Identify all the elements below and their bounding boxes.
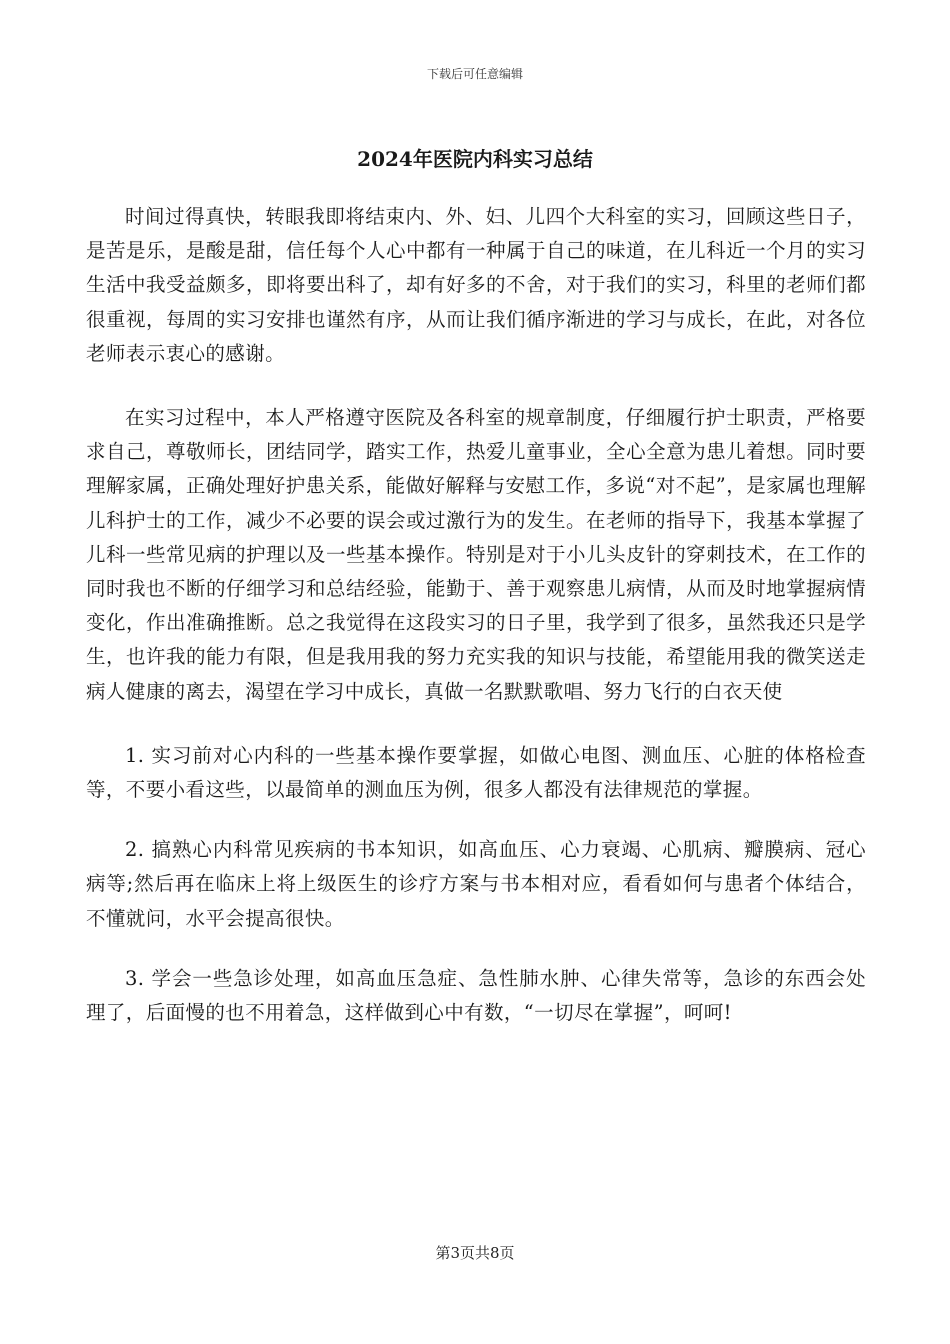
paragraph-internship-process: 在实习过程中，本人严格遵守医院及各科室的规章制度，仔细履行护士职责，严格要求自己，尊敬师长，团结同学，踏实工作，热爱儿童事业，全心全意为患儿着想。同时要理解家属，正确处理好护患关系，能做好解释与安慰工作，多说“对不起”，是家属也理解儿科护士的工作，减少不必要的误会或过激行为的发生。在老师的指导下，我基本掌握了儿科一些常见病的护理以及一些基本操作。特别是对于小儿头皮针的穿刺技术，在工作的同时我也不断的仔细学习和总结经验，能勤于、善于观察患儿病情，从而及时地掌握病情变化，作出准确推断。总之我觉得在这段实习的日子里，我学到了很多，虽然我还只是学生，也许我的能力有限，但是我用我的努力充实我的知识与技能，希望能用我的微笑送走病人健康的离去，渴望在学习中成长，真做一名默默歌唱、努力飞行的白衣天使 xyxy=(86,406,866,703)
paragraph-intro: 时间过得真快，转眼我即将结束内、外、妇、儿四个大科室的实习，回顾这些日子，是苦是乐，是酸是甜，信任每个人心中都有一种属于自己的味道，在儿科近一个月的实习生活中我受益颇多，即将要出科了，却有好多的不舍，对于我们的实习，科里的老师们都很重视，每周的实习安排也谨然有序，从而让我们循序渐进的学习与成长，在此，对各位老师表示衷心的感谢。 xyxy=(86,205,866,365)
page-header-note: 下载后可任意编辑 xyxy=(426,67,523,81)
list-item-basic-operations: 1. 实习前对心内科的一些基本操作要掌握，如做心电图、测血压、心脏的体格检查等，不要小看这些，以最简单的测血压为例，很多人都没有法律规范的掌握。 xyxy=(86,743,866,802)
document-title: 2024年医院内科实习总结 xyxy=(357,147,593,171)
list-item-common-diseases: 2. 搞熟心内科常见疾病的书本知识，如高血压、心力衰竭、心肌病、瓣膜病、冠心病等;然后再在临床上将上级医生的诊疗方案与书本相对应，看看如何与患者个体结合，不懂就问，水平会提高很快。 xyxy=(86,838,866,930)
document-body xyxy=(86,200,866,1030)
page-number-footer: 第3页共8页 xyxy=(435,1244,515,1262)
list-item-emergency-handling: 3. 学会一些急诊处理，如高血压急症、急性肺水肿、心律失常等，急诊的东西会处理了，后面慢的也不用着急，这样做到心中有数，“一切尽在掌握”，呵呵! xyxy=(86,966,866,1025)
